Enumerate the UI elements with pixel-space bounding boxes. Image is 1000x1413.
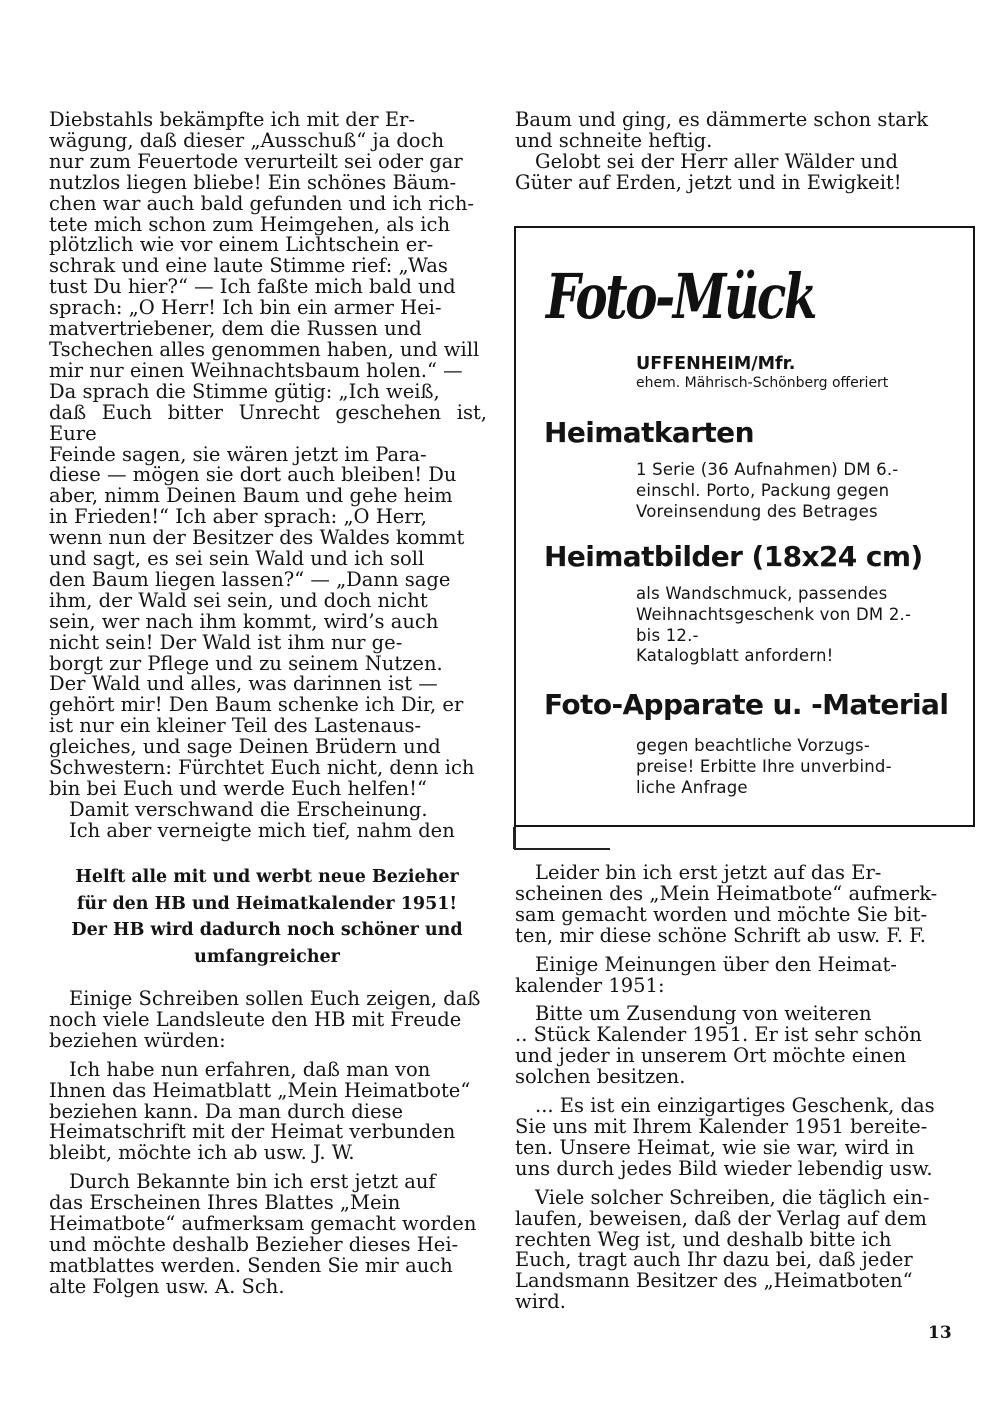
letter-paragraph: Durch Bekannte bin ich erst jetzt auf das Erscheinen Ihres Blattes „Mein Heimatbote“ aufmerksam gemacht worden und möchte deshalb Bezieher dieses Hei- matblattes werden. Senden Sie mir auch alte Folgen usw. A. Sch.: [49, 1170, 477, 1298]
ad-section-title: Foto-Apparate u. -Material: [544, 688, 949, 721]
letters-left-column: [49, 989, 487, 1298]
story-right-column: [515, 110, 952, 194]
letter-paragraph: Einige Meinungen über den Heimat- kalender 1951:: [515, 952, 897, 997]
story-paragraph: Diebstahls bekämpfte ich mit der Er- wägung, daß dieser „Ausschuß“ ja doch nur zum Feuertode verurteilt sei oder gar nutzlos liegen bliebe! Ein schönes Bäum- chen war auch bald gefunden und ich rich- tete mich schon zum Heimgehen, als ich plötzlich wie vor einem Lichtschein er- schrak und eine laute Stimme rief: „Was tust Du hier?“ — Ich faßte mich bald und sprach: „O Herr! Ich bin ein armer Hei- matvertriebener, dem die Russen und Tschechen alles genommen haben, und will mir nur einen Weihnachtsbaum holen.“ — Da sprach die Stimme gütig: „Ich weiß, daß Euch bitter Unrecht geschehen ist, Eure Feinde sagen, sie wären jetzt im Para- diese — mögen sie dort auch bleiben! Du aber, nimm Deinen Baum und gehe heim in Frieden!“ Ich aber sprach: „O Herr, wenn nun der Besitzer des Waldes kommt und sagt, es sei sein Wald und ich soll den Baum liegen lassen?“ — „Dann sage ihm, der Wald sei sein, und doch nicht sein, wer nach ihm kommt, wird’s auch nicht sein! Der Wald ist ihm nur ge- borgt zur Pflege und zu seinem Nutzen. Der Wald und alles, was darinnen ist — gehört mir! Den Baum schenke ich Dir, er ist nur ein kleiner Teil des Lastenaus- gleiches, und sage Deinen Brüdern und Schwestern: Fürchtet Euch nicht, denn ich bin bei Euch und werde Euch helfen!“: [49, 108, 487, 800]
ad-section-text: als Wandschmuck, passendes Weihnachtsgeschenk von DM 2.- bis 12.- Katalogblatt anfordern!: [636, 584, 912, 666]
letter-paragraph: Leider bin ich erst jetzt auf das Er- scheinen des „Mein Heimatbote“ aufmerk- sam gemacht worden und möchte Sie bit- ten, mir diese schöne Schrift ab usw. F. F.: [515, 861, 938, 947]
ad-section-title: Heimatkarten: [544, 416, 754, 449]
story-paragraph: Ich aber verneigte mich tief, nahm den: [69, 818, 455, 842]
letter-paragraph: Bitte um Zusendung von weiteren .. Stück Kalender 1951. Er ist sehr schön und jeder in unserem Ort möchte einen solchen besitzen.: [515, 1002, 922, 1089]
appeal-headline: Helft alle mit und werbt neue Bezieher für den HB und Heimatkalender 1951! Der HB wird dadurch noch schöner und umfangreicher: [71, 867, 463, 967]
letter-paragraph: Ich habe nun erfahren, daß man von Ihnen das Heimatblatt „Mein Heimatbote“ beziehen kann. Da man durch diese Heimatschrift mit der Heimat verbunden bleibt, möchte ich ab usw. J. W.: [49, 1057, 471, 1165]
story-left-column: [49, 110, 487, 842]
ad-section-title: Heimatbilder (18x24 cm): [544, 540, 923, 573]
advertiser-logo: Foto-Mück: [546, 260, 816, 333]
advertisement-box: [514, 226, 975, 827]
story-paragraph: Damit verschwand die Erscheinung.: [69, 797, 428, 821]
story-closing-paragraph: Gelobt sei der Herr aller Wälder und Güter auf Erden, jetzt und in Ewigkeit!: [515, 149, 902, 194]
page-number: 13: [928, 1323, 952, 1343]
section-rule: [514, 848, 610, 850]
letters-right-column: [515, 863, 952, 1313]
advertiser-former-location: ehem. Mährisch-Schönberg offeriert: [636, 375, 889, 391]
column-divider: [513, 827, 516, 849]
ad-section-text: 1 Serie (36 Aufnahmen) DM 6.- einschl. Porto, Packung gegen Voreinsendung des Betrages: [636, 460, 899, 521]
letter-paragraph: Viele solcher Schreiben, die täglich ein- laufen, beweisen, daß der Verlag auf dem rechten Weg ist, und deshalb bitte ich Euch, tragt auch Ihr dazu bei, daß jeder Landsmann Besitzer des „Heimatboten“ wird.: [515, 1185, 930, 1314]
story-paragraph: Baum und ging, es dämmerte schon stark und schneite heftig.: [515, 108, 929, 152]
letter-paragraph: Einige Schreiben sollen Euch zeigen, daß noch viele Landsleute den HB mit Freude beziehen würden:: [49, 987, 481, 1052]
letter-paragraph: ... Es ist ein einzigartiges Geschenk, das Sie uns mit Ihrem Kalender 1951 bereite- ten. Unsere Heimat, wie sie war, wird in uns durch jedes Bild wieder lebendig usw.: [515, 1094, 935, 1180]
advertiser-town: UFFENHEIM/Mfr.: [636, 354, 796, 374]
ad-section-text: gegen beachtliche Vorzugs- preise! Erbitte Ihre unverbind- liche Anfrage: [636, 736, 892, 797]
